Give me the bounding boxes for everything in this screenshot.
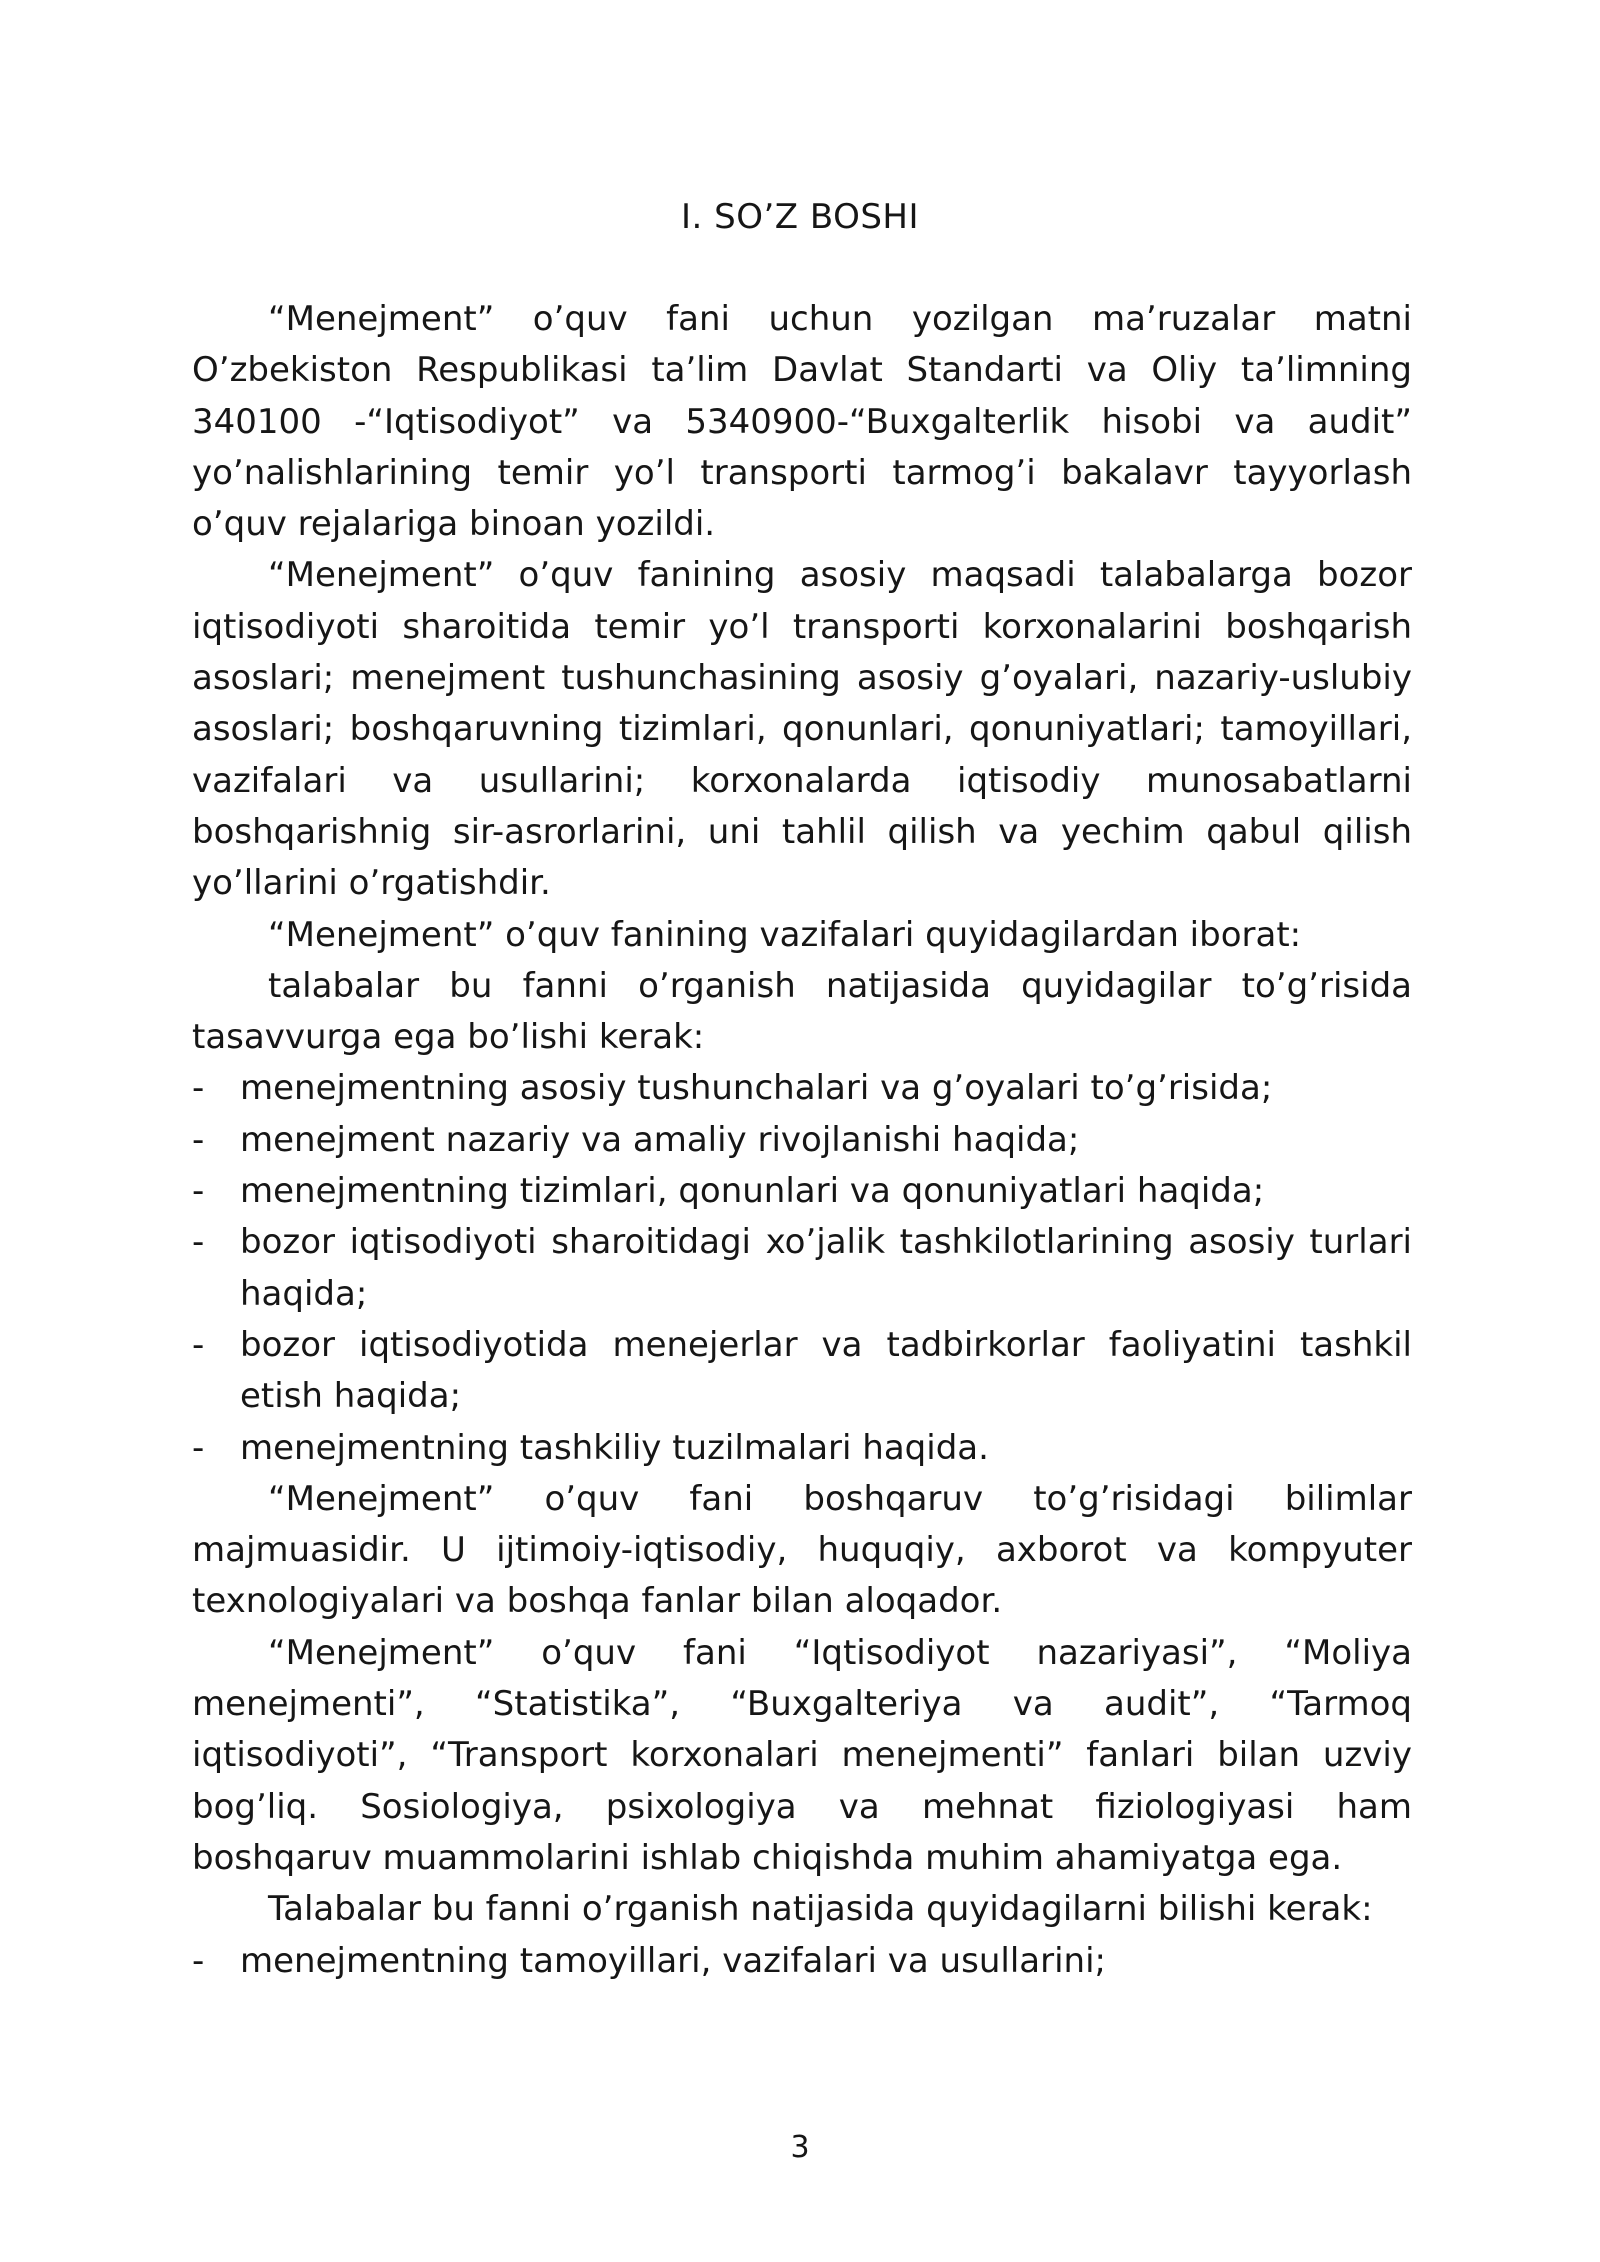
page-number: 3 xyxy=(790,2130,810,2165)
list-dash: - xyxy=(192,1324,205,1365)
list-item xyxy=(192,1217,1412,1320)
list-item xyxy=(192,1166,1412,1217)
knowledge-intro-rest: tasavvurga ega bo’lishi kerak: xyxy=(192,1017,705,1058)
list-item xyxy=(192,1423,1412,1474)
list-item xyxy=(192,1115,1412,1166)
paragraph-scope: “Menejment” o’quv fani boshqaruv to’g’risidagi bilimlar majmuasidir. U ijtimoiy-iqtisodiy, huquqiy, axborot va kompyuter texnologiyalari va boshqa fanlar bilan aloqador. xyxy=(192,1478,1412,1622)
paragraph-intro: “Menejment” o’quv fani uchun yozilgan ma’ruzalar matni O’zbekiston Respublikasi ta’lim Davlat Standarti va Oliy ta’limning 340100 -“Iqtisodiyot” va 5340900-“Buxgalterlik hisobi va audit” yo’nalishlarining temir yo’l transporti tarmog’i bakalavr tayyorlash o’quv rejalariga binoan yozildi. xyxy=(192,299,1412,545)
knowledge-intro-first-line: talabalar bu fanni o’rganish natijasida quyidagilar to’g’risida xyxy=(268,965,1412,1006)
list-item-text: menejmentning tamoyillari, vazifalari va usullarini; xyxy=(240,1940,1106,1981)
list-item xyxy=(192,1936,1412,1987)
list-dash: - xyxy=(192,1171,205,1212)
list-dash: - xyxy=(192,1940,205,1981)
paragraph-tasks: “Menejment” o’quv fanining vazifalari quyidagilardan iborat: xyxy=(268,914,1302,955)
list-dash: - xyxy=(192,1119,205,1160)
page-title: I. SO’Z BOSHI xyxy=(680,197,920,237)
list-item-text: menejmentning tashkiliy tuzilmalari haqida. xyxy=(240,1427,989,1468)
list-dash: - xyxy=(192,1222,205,1263)
list-item-text: menejment nazariy va amaliy rivojlanishi haqida; xyxy=(240,1119,1080,1160)
paragraph-skills-intro: Talabalar bu fanni o’rganish natijasida quyidagilarni bilishi kerak: xyxy=(268,1889,1373,1930)
list-item-text: menejmentning tizimlari, qonunlari va qonuniyatlari haqida; xyxy=(240,1171,1265,1212)
list-item-text: bozor iqtisodiyoti sharoitidagi xo’jalik tashkilotlarining asosiy turlari haqida; xyxy=(240,1222,1412,1314)
paragraph-goal: “Menejment” o’quv fanining asosiy maqsadi talabalarga bozor iqtisodiyoti sharoitida temir yo’l transporti korxonalarini boshqarish asoslari; menejment tushunchasining asosiy g’oyalari, nazariy-uslubiy asoslari; boshqaruvning tizimlari, qonunlari, qonuniyatlari; tamoyillari, vazifalari va usullarini; korxonalarda iqtisodiy munosabatlarni boshqarishnig sir-asrorlarini, uni tahlil qilish va yechim qabul qilish yo’llarini o’rgatishdir. xyxy=(192,555,1412,904)
paragraph-knowledge-intro xyxy=(192,961,1412,1064)
paragraph-related: “Menejment” o’quv fani “Iqtisodiyot nazariyasi”, “Moliya menejmenti”, “Statistika”, “Buxgalteriya va audit”, “Tarmoq iqtisodiyoti”, “Transport korxonalari menejmenti” fanlari bilan uzviy bog’liq. Sosiologiya, psixologiya va mehnat fiziologiyasi ham boshqaruv muammolarini ishlab chiqishda muhim ahamiyatga ega. xyxy=(192,1632,1412,1878)
list-item xyxy=(192,1063,1412,1114)
list-item xyxy=(192,1320,1412,1423)
knowledge-list xyxy=(192,1063,1412,1473)
list-dash: - xyxy=(192,1427,205,1468)
document-body xyxy=(192,294,1412,1987)
skills-list xyxy=(192,1936,1412,1987)
list-item-text: bozor iqtisodiyotida menejerlar va tadbirkorlar faoliyatini tashkil etish haqida; xyxy=(240,1324,1412,1417)
list-item-text: menejmentning asosiy tushunchalari va g’oyalari to’g’risida; xyxy=(240,1068,1273,1109)
list-dash: - xyxy=(192,1068,205,1109)
